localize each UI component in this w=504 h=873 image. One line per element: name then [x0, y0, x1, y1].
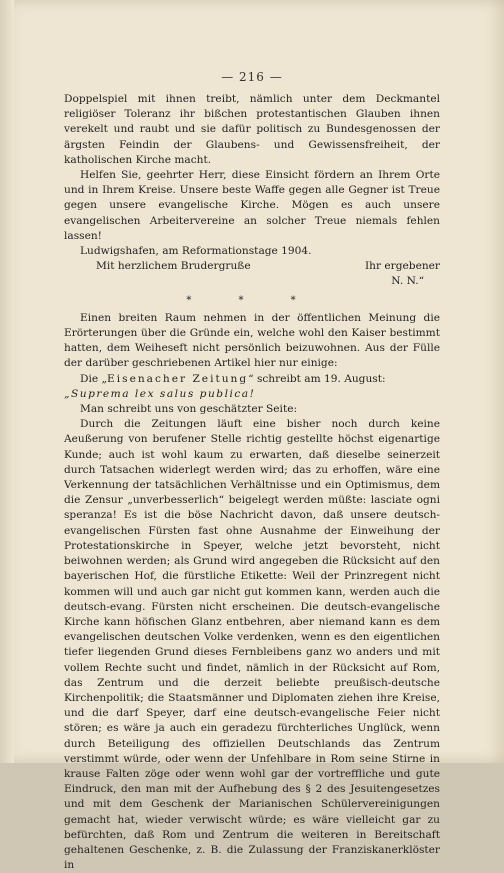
- letter-place-date: Ludwigshafen, am Reformationstage 1904.: [80, 245, 312, 258]
- latin-motto: „Suprema lex salus publica!: [64, 387, 256, 400]
- body-paragraph-1: Einen breiten Raum nehmen in der öffentlichen Meinung die Erörterungen über die Gründe ein, welche wohl den Kaiser bestimmt hatten, dem Weiheseft nicht persönlich beizuwohnen. Aus der Fülle der darüber geschriebenen Artikel hier nur einige:: [64, 311, 440, 370]
- letter-paragraph-2: Helfen Sie, geehrter Herr, diese Einsicht fördern an Ihrem Orte und in Ihrem Kreise. Unsere beste Waffe gegen alle Gegner ist Treue gegen unsere evangelische Kirche. Mögen es auch unsere evangelischen Arbeitervereine an solcher Treue niemals fehlen lassen!: [64, 169, 440, 242]
- letter-signature-line-1: Ihr ergebener: [364, 260, 440, 273]
- letter-signature-line-2: N. N.“: [391, 275, 424, 288]
- body-paragraph-3: Durch die Zeitungen läuft eine bisher noch durch keine Aeußerung von berufener Stelle richtig gestellte höchst eigenartige Kunde; auch ist wohl kaum zu erwarten, daß dieselbe seinerzeit durch Tatsachen widerlegt werden wird; das zu erhoffen, wäre eine Verkennung der tatsächlichen Verhältnisse und ein Optimismus, dem die Zensur „unverbesserlich“ beigelegt werden müßte: lasciate ogni speranza! Es ist die böse Nachricht davon, daß unsere deutsch-evangelischen Fürsten fast ohne Ausnahme der Einweihung der Protestationskirche in Speyer, welche jetzt bevorsteht, nicht beiwohnen werden; als Grund wird angegeben die Rücksicht auf den bayerischen Hof, die fürstliche Etikette: Weil der Prinzregent nicht kommen will und auch gar nicht gut kommen kann, werden auch die deutsch-evang. Fürsten nicht erscheinen. Die deutsch-evangelische Kirche kann höfischen Glanz entbehren, aber niemand kann es dem evangelischen deutschen Volke verdenken, wenn es den eigentlichen tiefer liegenden Grund dieses Fernbleibens ganz wo anders und mit vollem Rechte sucht und findet, nämlich in der Rücksicht auf Rom, das Zentrum und die derzeit beliebte preußisch-deutsche Kirchenpolitik; die Staatsmänner und Diplomaten ziehen ihre Kreise, und die darf Speyer, darf eine deutsch-evangelische Feier nicht stören; es wäre ja auch ein geradezu fürchterliches Unglück, wenn durch Beteiligung des offiziellen Deutschlands das Zentrum verstimmt würde, oder wenn der Unfehlbare in Rom seine Stirne in krause Falten zöge oder wenn wohl gar der vortreffliche und gute Eindruck, den man mit der Aufhebung des § 2 des Jesuitengesetzes und mit dem Geschenk der Marianischen Schülervereinigungen gemacht hat, wieder verwischt würde; es wäre vielleicht gar zu befürchten, daß Rom und Zentrum die weiteren in Bereitschaft gehaltenen Geschenke, z. B. die Zulassung der Franziskanerklöster in: [64, 418, 440, 872]
- quote-source: Eisenacher Zeitung: [107, 372, 249, 385]
- letter-greeting: Mit herzlichem Brudergruße: [96, 260, 251, 273]
- section-separator: * * *: [186, 294, 318, 306]
- body-paragraph-2: Man schreibt uns von geschätzter Seite:: [80, 403, 298, 416]
- page-gutter: [0, 0, 14, 763]
- page-text: [64, 92, 440, 873]
- letter-closing: [64, 259, 440, 274]
- quote-intro-suffix: “ schreibt am 19. August:: [248, 372, 386, 385]
- quote-intro: [64, 372, 440, 387]
- letter-paragraph-1: Doppelspiel mit ihnen treibt, nämlich unter dem Deckmantel religiöser Toleranz ihr bißchen protestantischen Glauben ihnen verekelt und raubt und sie dafür politisch zu Bundesgenossen der ärgsten Feindin der Glaubens- und Gewissensfreiheit, der katholischen Kirche macht.: [64, 93, 440, 166]
- page-number: — 216 —: [221, 70, 283, 84]
- quote-intro-prefix: Die „: [80, 372, 108, 385]
